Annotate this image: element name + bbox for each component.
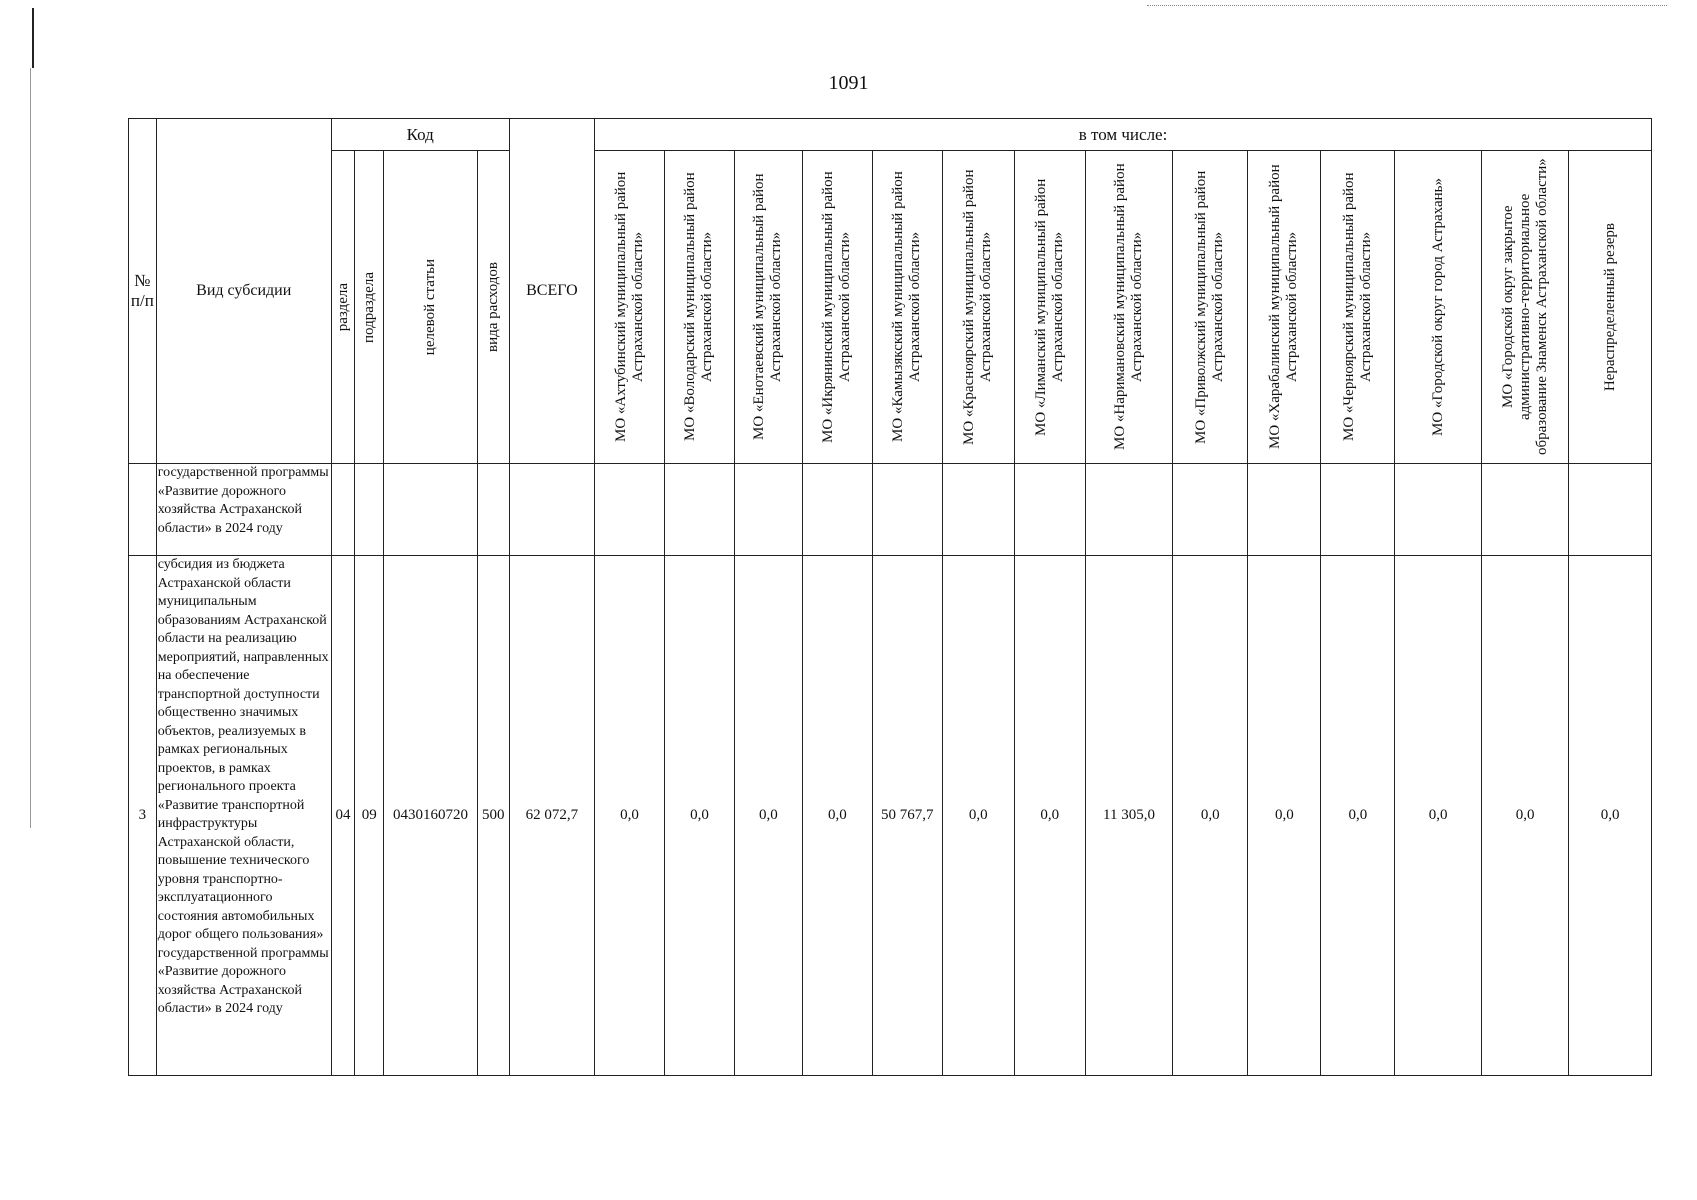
row-podrazdel [355, 464, 384, 556]
header-mo-privolzhsky: МО «Приволжский муниципальный район Астраханской области» [1173, 151, 1248, 464]
header-mo-kamyzyaksky: МО «Камызякский муниципальный район Астраханской области» [872, 151, 942, 464]
row-num [129, 464, 157, 556]
header-mo-narimanovsky: МО «Наримановский муниципальный район Астраханской области» [1085, 151, 1172, 464]
scan-edge-line [1147, 5, 1667, 7]
row-value [872, 464, 942, 556]
row-value: 0,0 [665, 556, 735, 1076]
header-code-target: целевой статьи [384, 151, 478, 464]
row-value: 50 767,7 [872, 556, 942, 1076]
row-value [1014, 464, 1085, 556]
header-mo-limansky: МО «Лиманский муниципальный район Астраханской области» [1014, 151, 1085, 464]
row-value: 0,0 [1481, 556, 1568, 1076]
row-value: 0,0 [595, 556, 665, 1076]
page-number: 1091 [828, 72, 869, 94]
header-mo-volodarsky: МО «Володарский муниципальный район Астраханской области» [665, 151, 735, 464]
row-expense-type [477, 464, 509, 556]
header-code-podrazdel: подраздела [355, 151, 384, 464]
header-mo-znamensk: МО «Городской округ закрытое административно-территориальное образование Знаменск Астраханской области» [1481, 151, 1568, 464]
row-razdel: 04 [331, 556, 355, 1076]
row-description: государственной программы «Развитие дорожного хозяйства Астраханской области» в 2024 году [156, 464, 331, 556]
row-value: 0,0 [1395, 556, 1481, 1076]
row-value: 0,0 [1569, 556, 1652, 1076]
row-value [802, 464, 872, 556]
row-total [509, 464, 594, 556]
row-value [1569, 464, 1652, 556]
row-value [1085, 464, 1172, 556]
table-row [129, 556, 1652, 1076]
row-value: 0,0 [734, 556, 802, 1076]
header-code-expense-type: вида расходов [477, 151, 509, 464]
row-expense-type: 500 [477, 556, 509, 1076]
row-value [734, 464, 802, 556]
row-value [665, 464, 735, 556]
header-mo-krasnoyarsky: МО «Красноярский муниципальный район Астраханской области» [942, 151, 1014, 464]
row-podrazdel: 09 [355, 556, 384, 1076]
row-value: 0,0 [1173, 556, 1248, 1076]
header-row-group [129, 119, 1652, 151]
row-total: 62 072,7 [509, 556, 594, 1076]
row-target [384, 464, 478, 556]
row-value: 0,0 [802, 556, 872, 1076]
header-code-razdel: раздела [331, 151, 355, 464]
row-value [942, 464, 1014, 556]
row-description: субсидия из бюджета Астраханской области муниципальным образованиям Астраханской области на реализацию мероприятий, направленных на обеспечение транспортной доступности общественно значимых объектов, реализуемых в рамках региональных проектов, в рамках регионального проекта «Развитие транспортной инфраструктуры Астраханской области, повышение технического уровня транспортно-эксплуатационного состояния автомобильных дорог общего пользования» государственной программы «Развитие дорожного хозяйства Астраханской области» в 2024 году [156, 556, 331, 1076]
header-mo-chernoyarsky: МО «Черноярский муниципальный район Астраханской области» [1321, 151, 1395, 464]
scan-edge-line [32, 8, 34, 68]
header-total: ВСЕГО [509, 119, 594, 464]
header-mo-ikryaninsky: МО «Икрянинский муниципальный район Астраханской области» [802, 151, 872, 464]
row-value [1321, 464, 1395, 556]
header-mo-kharabalinsky: МО «Харабалинский муниципальный район Астраханской области» [1248, 151, 1321, 464]
row-value: 0,0 [1248, 556, 1321, 1076]
row-value: 11 305,0 [1085, 556, 1172, 1076]
row-num: 3 [129, 556, 157, 1076]
row-value: 0,0 [942, 556, 1014, 1076]
table-row [129, 464, 1652, 556]
row-value: 0,0 [1014, 556, 1085, 1076]
header-num: № п/п [129, 119, 157, 464]
row-value [1395, 464, 1481, 556]
row-value: 0,0 [1321, 556, 1395, 1076]
header-subsidy-type: Вид субсидии [156, 119, 331, 464]
scan-edge-line [30, 68, 31, 828]
header-code-group: Код [331, 119, 509, 151]
row-value [1248, 464, 1321, 556]
row-value [595, 464, 665, 556]
header-mo-enotaevsky: МО «Енотаевский муниципальный район Астраханской области» [734, 151, 802, 464]
header-row-columns [129, 151, 1652, 464]
row-target: 0430160720 [384, 556, 478, 1076]
row-value [1481, 464, 1568, 556]
row-value [1173, 464, 1248, 556]
header-including: в том числе: [595, 119, 1652, 151]
header-mo-astrakhan-city: МО «Городской округ город Астрахань» [1395, 151, 1481, 464]
header-mo-akhtubinsky: МО «Ахтубинский муниципальный район Астраханской области» [595, 151, 665, 464]
row-razdel [331, 464, 355, 556]
header-unallocated-reserve: Нераспределенный резерв [1569, 151, 1652, 464]
subsidy-table [128, 118, 1652, 1076]
